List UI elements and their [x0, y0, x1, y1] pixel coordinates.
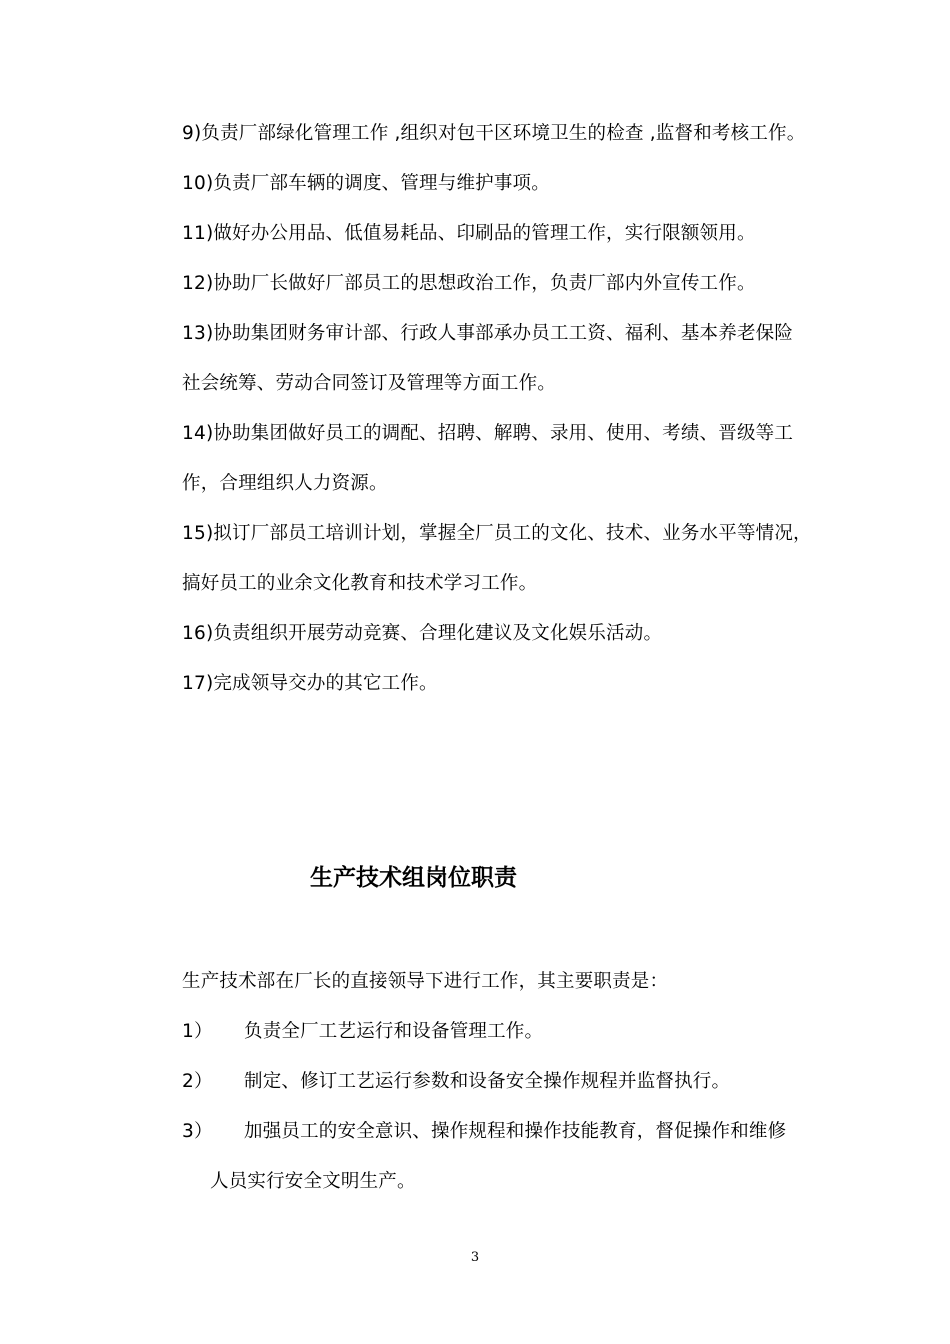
duty-item-12: 12)协助厂长做好厂部员工的思想政治工作，负责厂部内外宣传工作。	[182, 273, 756, 294]
duty-item-15-cont: 搞好员工的业余文化教育和技术学习工作。	[182, 573, 538, 594]
duty-item-15: 15)拟订厂部员工培训计划，掌握全厂员工的文化、技术、业务水平等情况，	[182, 523, 812, 544]
item-text: 负责全厂工艺运行和设备管理工作。	[244, 1021, 544, 1042]
item-number: 1）	[182, 1021, 213, 1042]
item-number: 2）	[182, 1071, 213, 1092]
item-number: 3）	[182, 1121, 213, 1142]
numbered-item-3	[182, 1119, 786, 1145]
duty-item-9: 9)负责厂部绿化管理工作 ,组织对包干区环境卫生的检查 ,监督和考核工作。	[182, 123, 806, 144]
page-number: 3	[470, 1250, 480, 1265]
duty-item-13-cont: 社会统筹、劳动合同签订及管理等方面工作。	[182, 373, 557, 394]
numbered-item-1	[182, 1019, 543, 1045]
duty-item-16: 16)负责组织开展劳动竞赛、合理化建议及文化娱乐活动。	[182, 623, 663, 644]
section-heading: 生产技术组岗位职责	[310, 865, 517, 891]
item-text: 加强员工的安全意识、操作规程和操作技能教育，督促操作和维修	[244, 1121, 787, 1142]
duty-item-14: 14)协助集团做好员工的调配、招聘、解聘、录用、使用、考绩、晋级等工	[182, 423, 794, 444]
numbered-item-2	[182, 1069, 730, 1095]
duty-item-11: 11)做好办公用品、低值易耗品、印刷品的管理工作，实行限额领用。	[182, 223, 756, 244]
duty-item-17: 17)完成领导交办的其它工作。	[182, 673, 438, 694]
item-text: 制定、修订工艺运行参数和设备安全操作规程并监督执行。	[244, 1071, 731, 1092]
numbered-item-3-cont: 人员实行安全文明生产。	[210, 1171, 416, 1192]
duty-item-13: 13)协助集团财务审计部、行政人事部承办员工工资、福利、基本养老保险	[182, 323, 794, 344]
duty-item-14-cont: 作，合理组织人力资源。	[182, 473, 388, 494]
section-intro: 生产技术部在厂长的直接领导下进行工作，其主要职责是：	[182, 971, 669, 992]
duty-item-10: 10)负责厂部车辆的调度、管理与维护事项。	[182, 173, 550, 194]
